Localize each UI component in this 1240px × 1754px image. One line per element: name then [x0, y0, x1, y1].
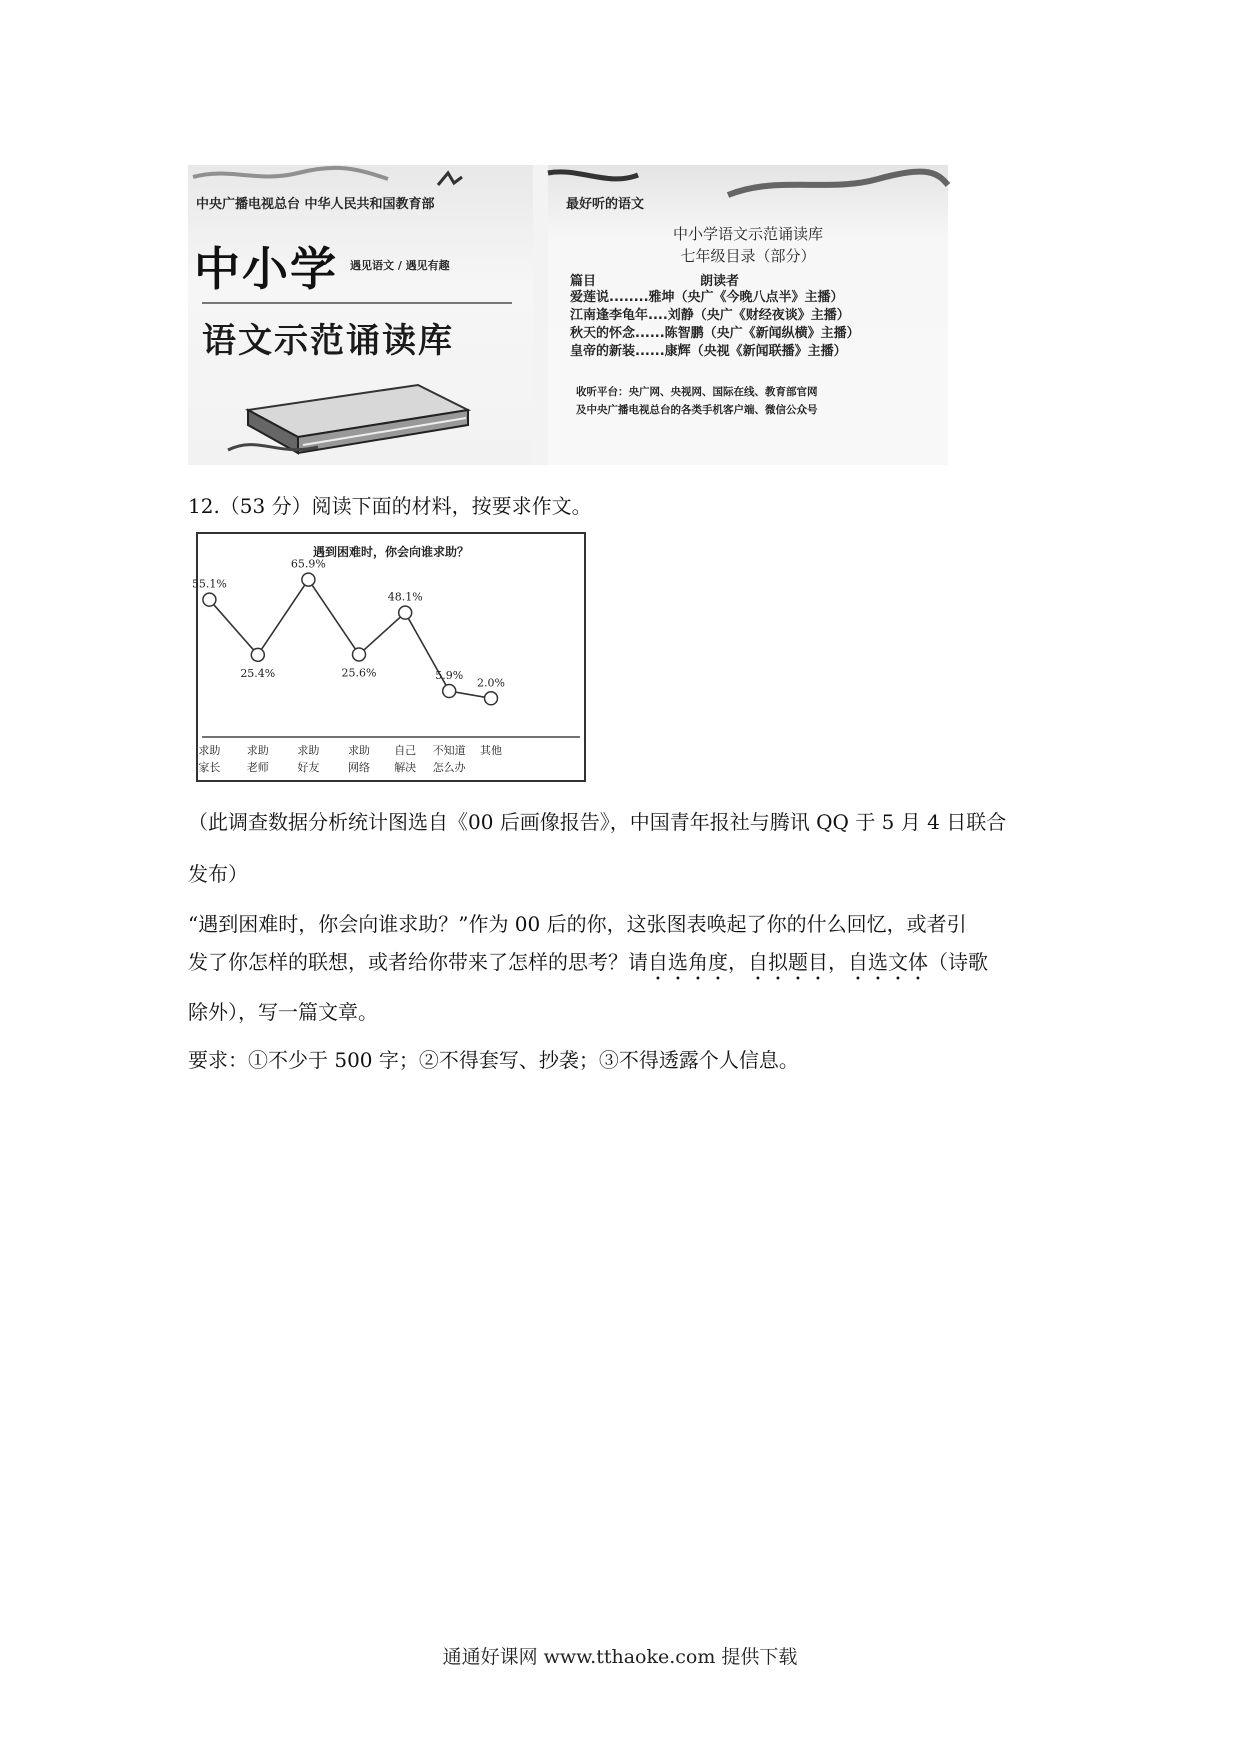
poster-orgs: 中央广播电视总台 中华人民共和国教育部 [196, 197, 435, 212]
poster-right-title: 中小学语文示范诵读库 [672, 225, 823, 243]
data-label: 48.1% [387, 590, 423, 604]
source-line-1: （此调查数据分析统计图选自《00 后画像报告》，中国青年报社与腾讯 QQ 于 5 月 4 日联合 [188, 810, 1007, 834]
book-icon [228, 365, 488, 460]
x-tick-label: 好友 [297, 761, 320, 774]
x-tick-label: 解决 [394, 761, 417, 774]
x-tick-label: 求助 [198, 744, 221, 757]
x-tick-label: 求助 [348, 744, 370, 757]
line-chart [191, 532, 586, 782]
data-point [399, 606, 412, 619]
poster-library-title: 语文示范诵读库 [202, 321, 454, 361]
data-point [485, 692, 498, 705]
col-reader: 朗读者 [700, 274, 740, 289]
poster-right-panel [548, 165, 948, 465]
poster-slogan: 遇见语文 / 遇见有趣 [350, 259, 450, 272]
list-item: 皇帝的新装......康辉（央视《新闻联播》主播） [570, 344, 847, 359]
data-point [353, 648, 366, 661]
question-header: 12.（53 分）阅读下面的材料，按要求作文。 [188, 494, 592, 518]
x-tick-label: 怎么办 [432, 761, 466, 774]
poster-entry-list [570, 289, 940, 361]
data-point [443, 685, 456, 698]
poster-left-panel [188, 165, 533, 465]
data-label: 2.0% [477, 676, 505, 690]
list-item: 江南逢李龟年....刘静（央广《财经夜谈》主播） [570, 308, 850, 323]
footer-credit: 通通好课网 www.tthaoke.com 提供下载 [442, 1646, 798, 1668]
source-line-2: 发布） [188, 862, 248, 886]
chart-title: 遇到困难时，你会向谁求助？ [312, 545, 470, 559]
poster-platform-info: 收听平台：央广网、央视网、国际在线、教育部官网 及中央广播电视总台的各类手机客户端、微信公众号 [576, 386, 818, 416]
col-piece: 篇目 [570, 274, 597, 289]
poster-big-title: 中小学 [194, 242, 338, 296]
prompt-line-1: “遇到困难时，你会向谁求助？”作为 00 后的你，这张图表唤起了你的什么回忆，或者引 [188, 912, 967, 936]
poster-list-header [570, 270, 930, 289]
prompt-line-3: 除外），写一篇文章。 [188, 1000, 378, 1024]
emphasis-angle: 自选角度 [648, 950, 728, 974]
data-label: 65.9% [290, 557, 326, 571]
x-tick-label: 求助 [297, 744, 320, 757]
data-point [302, 573, 315, 586]
poster-image [188, 165, 948, 465]
x-tick-label: 其他 [480, 744, 502, 757]
emphasis-title: 自拟题目 [748, 950, 828, 974]
x-tick-label: 自己 [394, 744, 417, 757]
x-tick-label: 老师 [246, 761, 269, 774]
list-item: 秋天的怀念......陈智鹏（央广《新闻纵横》主播） [570, 326, 860, 341]
list-item: 爱莲说........雅坤（央广《今晚八点半》主播） [570, 290, 844, 305]
prompt-line-2: 发了你怎样的联想，或者给你带来了怎样的思考？请自选角度，自拟题目，自选文体（诗歌 [188, 950, 988, 974]
requirements: 要求：①不少于 500 字；②不得套写、抄袭；③不得透露个人信息。 [188, 1048, 799, 1072]
x-tick-label: 不知道 [432, 744, 466, 757]
data-point [203, 593, 216, 606]
data-label: 55.1% [191, 577, 227, 591]
x-tick-label: 求助 [246, 744, 269, 757]
emphasis-genre: 自选文体 [848, 950, 928, 974]
data-label: 25.6% [341, 666, 377, 680]
x-tick-label: 网络 [348, 761, 370, 774]
poster-divider [202, 302, 512, 304]
x-tick-label: 家长 [198, 761, 221, 774]
data-label: 5.9% [435, 669, 464, 683]
data-point [251, 648, 264, 661]
poster-right-subtitle: 七年级目录（部分） [680, 247, 816, 265]
poster-tag: 最好听的语文 [566, 197, 645, 212]
data-label: 25.4% [240, 666, 276, 680]
chart-svg [191, 534, 584, 780]
